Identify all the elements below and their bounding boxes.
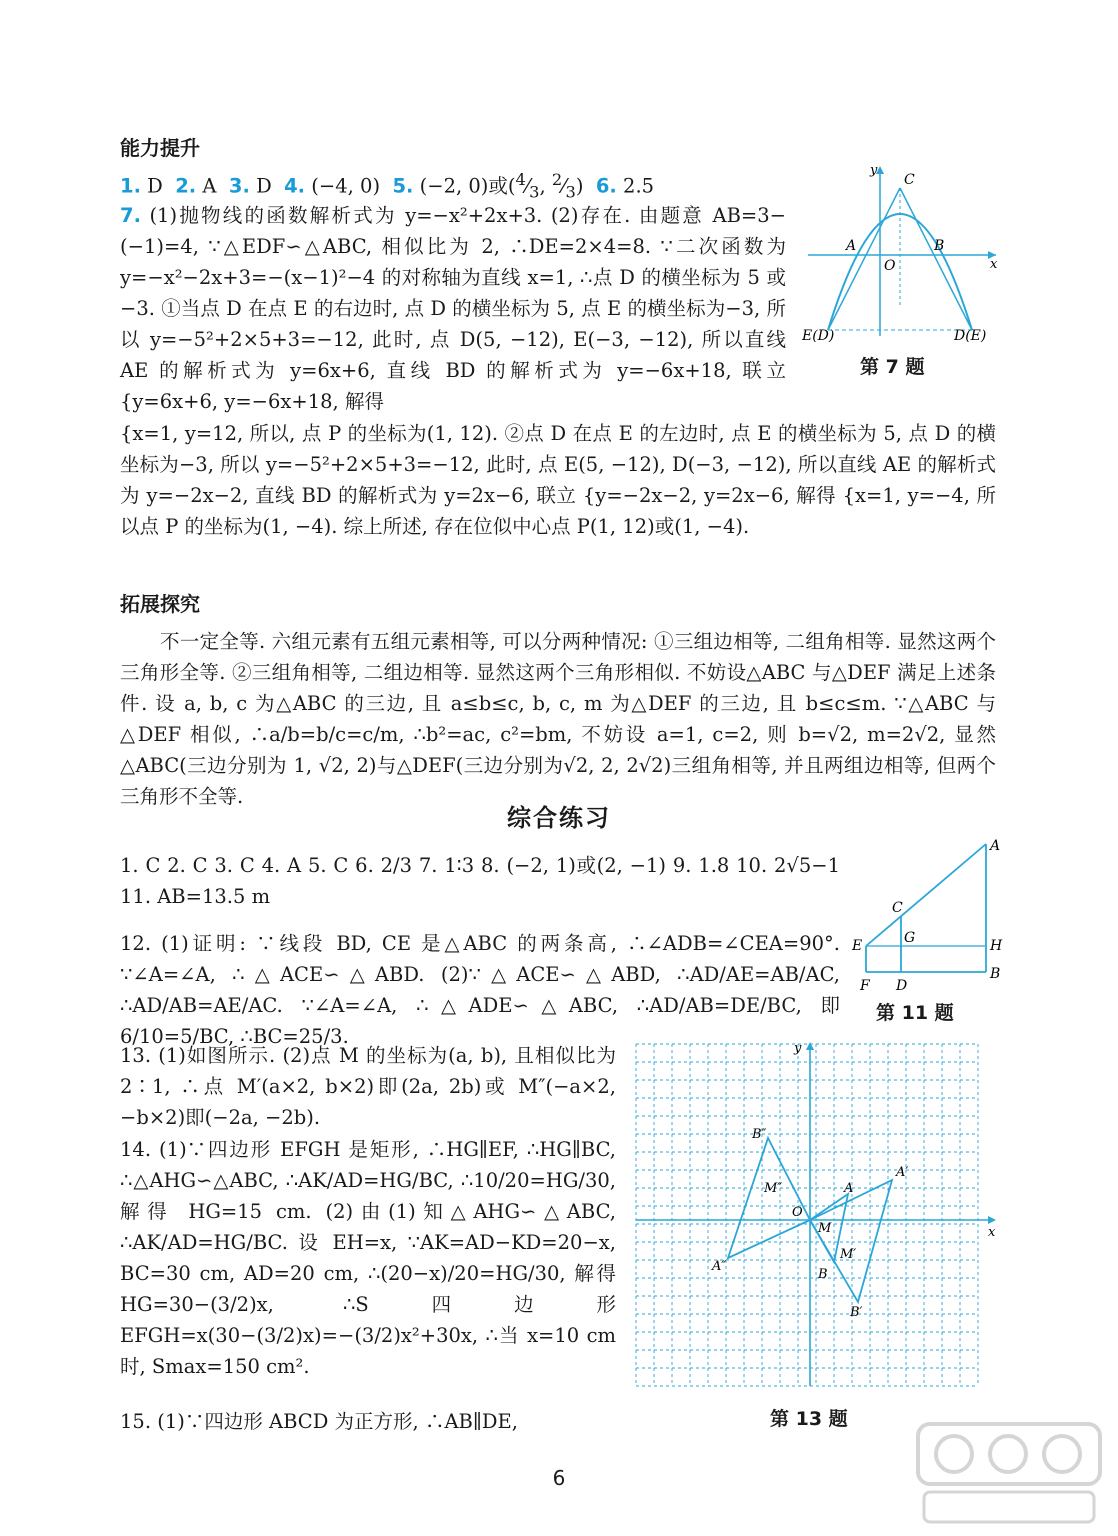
question-7-number: 7. (120, 204, 141, 227)
svg-text:B′: B′ (850, 1305, 863, 1320)
fig13-triangle-a-double-prime (728, 1138, 810, 1258)
svg-text:y: y (794, 1041, 802, 1056)
svg-text:A′: A′ (896, 1165, 909, 1180)
svg-text:B: B (934, 238, 945, 254)
svg-text:O: O (884, 258, 896, 274)
question-7-part-1 (120, 200, 786, 417)
svg-text:M″: M″ (764, 1181, 783, 1196)
svg-text:B″: B″ (752, 1127, 767, 1142)
svg-text:A: A (990, 838, 1001, 854)
svg-text:B: B (990, 966, 1001, 982)
svg-text:B: B (818, 1267, 828, 1282)
question-7-text: (1)抛物线的函数解析式为 y=−x²+2x+3. (2)存在. 由题意 AB=3−(−1)=4, ∵△EDF∽△ABC, 相似比为 2, ∴DE=2×4=8. ∵二次函数为 y=−x²−2x+3=−(x−1)²−4 的对称轴为直线 x=1, ∴点 D 的横坐标为 5 或−3. ①当点 D 在点 E 的右边时, 点 D 的横坐标为 5, 点 E 的横坐标为−3, 所以 y=−5²+2×5+3=−12, 此时, 点 D(5, −12), E(−3, −12), 所以直线 AE 的解析式为 y=6x+6, 直线 BD 的解析式为 y=−6x+18, 联立 {y=6x+6, y=−6x+18, 解得 (120, 204, 786, 413)
section-heading-ability: 能力提升 (120, 136, 200, 160)
svg-text:D: D (896, 978, 908, 994)
fig13-triangle-a-prime (810, 1180, 892, 1302)
svg-text:y: y (870, 163, 878, 178)
section-title-comprehensive: 综合练习 (507, 804, 611, 832)
figure-7-caption: 第 7 题 (860, 356, 925, 378)
svg-text:M: M (818, 1221, 832, 1236)
question-13: 13. (1)如图所示. (2)点 M 的坐标为(a, b), 且相似比为 2∶1, ∴点 M′(a×2, b×2)即(2a, 2b)或 M″(−a×2, −b×2)即(−2a, −2b). (120, 1044, 616, 1129)
svg-text:C: C (892, 900, 903, 916)
question-15: 15. (1)∵四边形 ABCD 为正方形, ∴AB∥DE, (120, 1410, 518, 1433)
fig13-x-arrow (988, 1216, 996, 1224)
comprehensive-answers: 1. C 2. C 3. C 4. A 5. C 6. 2/3 7. 1∶3 8. (−2, 1)或(2, −1) 9. 1.8 10. 2√5−1 11. AB=13.5 m (120, 854, 840, 908)
svg-text:A: A (844, 1181, 854, 1196)
question-12: 12. (1)证明: ∵线段 BD, CE 是△ABC 的两条高, ∴∠ADB=∠CEA=90°. ∵∠A=∠A, ∴△ACE∽△ABD. (2)∵△ACE∽△ABD, ∴AD/AE=AB/AC, ∴AD/AB=AE/AC. ∵∠A=∠A, ∴△ADE∽△ABC, ∴AD/AB=DE/BC, 即 6/10=5/BC, ∴BC=25/3. (120, 932, 840, 1048)
figure-13-grid (632, 1040, 1002, 1390)
extension-paragraph: 不一定全等. 六组元素有五组元素相等, 可以分两种情况: ①三组边相等, 二组角相等. 显然这两个三角形全等. ②三组角相等, 二组边相等. 显然这两个三角形相似. 不妨设△ABC 与△DEF 满足上述条件. 设 a, b, c 为△ABC 的三边, 且 a≤b≤c, b, c, m 为△DEF 的三边, 且 b≤c≤m. ∵△ABC 与△DEF 相似, ∴a/b=b/c=c/m, ∴b²=ac, c²=bm, 不妨设 a=1, c=2, 则 b=√2, m=2√2, 显然△ABC(三边分别为 1, √2, 2)与△DEF(三边分别为√2, 2, 2√2)三组角相等, 并且两组边相等, 但两个三角形不全等. (120, 630, 996, 808)
svg-text:H: H (990, 938, 1003, 954)
svg-text:O: O (792, 1205, 803, 1220)
svg-text:x: x (990, 257, 998, 272)
fig7-line-dc (900, 188, 972, 330)
fig13-y-arrow (806, 1042, 814, 1050)
svg-text:A: A (846, 238, 857, 254)
svg-text:E(D): E(D) (802, 328, 835, 344)
svg-text:M′: M′ (840, 1247, 857, 1262)
figure-7-parabola (800, 158, 1000, 348)
section-heading-extension: 拓展探究 (120, 592, 200, 616)
svg-text:x: x (988, 1225, 996, 1240)
svg-text:E: E (852, 938, 863, 954)
svg-text:C: C (904, 172, 915, 188)
svg-text:A″: A″ (712, 1259, 727, 1274)
answers-line-1: 1. D 2. A 3. D 4. (−4, 0) 5. (−2, 0)或($^4⁄_3$, $^2⁄_3$) 6. 2.5 (120, 170, 655, 202)
question-14: 14. (1)∵四边形 EFGH 是矩形, ∴HG∥EF, ∴HG∥BC, ∴△AHG∽△ABC, ∴AK/AD=HG/BC, ∴10/20=HG/30, 解得 HG=15 cm. (2)由(1)知△AHG∽△ABC, ∴AK/AD=HG/BC. 设 EH=x, ∵AK=AD−KD=20−x, BC=30 cm, AD=20 cm, ∴(20−x)/20=HG/30, 解得 HG=30−(3/2)x, ∴S四边形EFGH=x(30−(3/2)x)=−(3/2)x²+30x, ∴当 x=10 cm 时, Smax=150 cm². (120, 1138, 616, 1378)
svg-text:F: F (860, 978, 870, 994)
svg-text:D(E): D(E) (954, 328, 987, 344)
question-7-part-2: {x=1, y=12, 所以, 点 P 的坐标为(1, 12). ②点 D 在点 E 的左边时, 点 E 的横坐标为 5, 点 D 的横坐标为−3, 所以 y=−5²+2×5+3=−12, 此时, 点 E(5, −12), D(−3, −12), 所以直线 AE 的解析式为 y=−2x−2, 直线 BD 的解析式为 y=2x−6, 联立 {y=−2x−2, y=2x−6, 解得 {x=1, y=−4, 所以点 P 的坐标为(1, −4). 综上所述, 存在位似中心点 P(1, 12)或(1, −4). (120, 422, 996, 538)
figure-11-shadow (846, 836, 1003, 996)
figure-11-caption: 第 11 题 (876, 1002, 954, 1024)
page-number: 6 (552, 1466, 566, 1490)
watermark-logo (914, 1418, 1104, 1528)
figure-13-caption: 第 13 题 (770, 1408, 848, 1430)
fig11-line-ea (866, 844, 986, 946)
svg-text:G: G (904, 930, 916, 946)
